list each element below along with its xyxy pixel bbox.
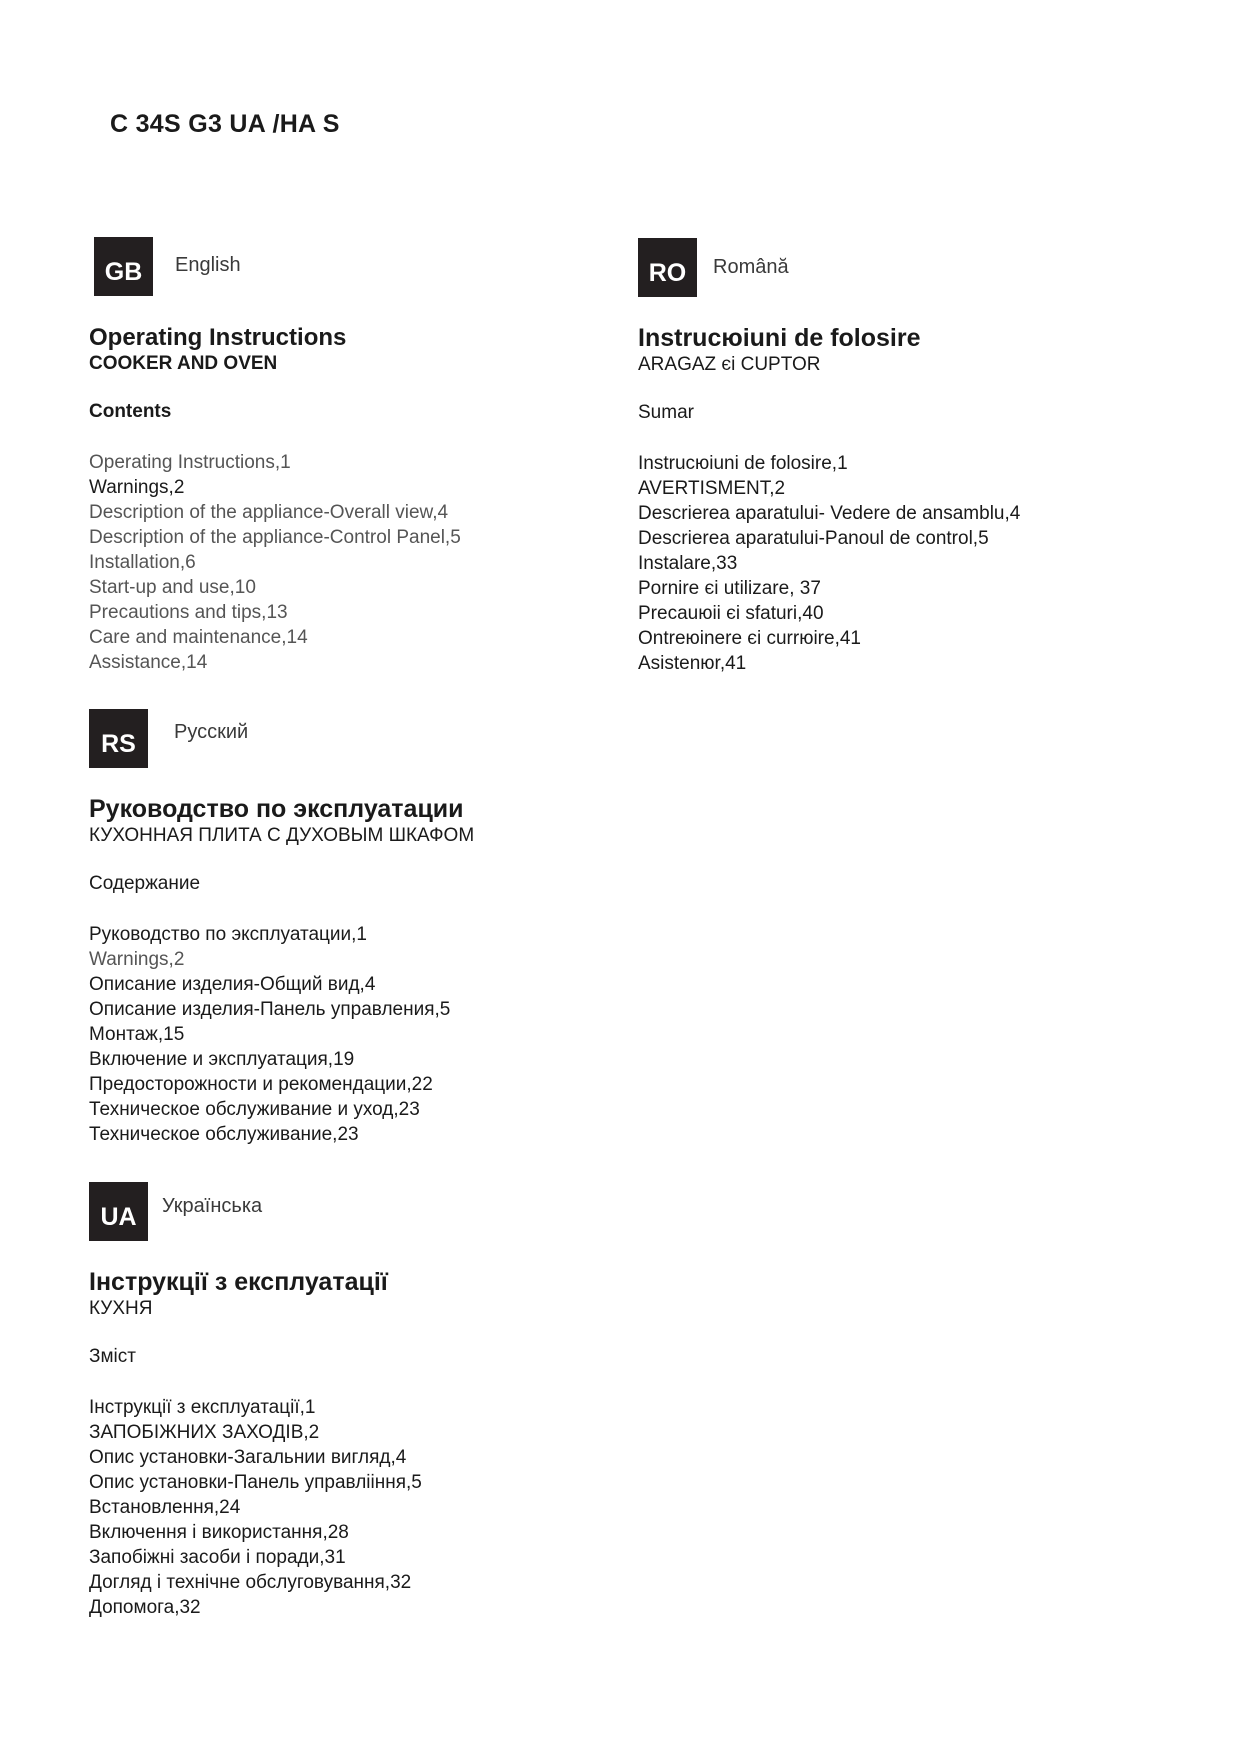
toc-item: Start-up and use,10 — [89, 577, 256, 598]
toc-item: Warnings,2 — [89, 477, 185, 498]
toc-item: Монтаж,15 — [89, 1024, 185, 1045]
contents-heading: Contents — [89, 401, 172, 422]
language-name: English — [175, 254, 241, 276]
language-name: Українська — [162, 1195, 263, 1217]
table-of-contents — [89, 1395, 422, 1620]
toc-item: Pornire єi utilizare, 37 — [638, 578, 821, 599]
toc-item: Руководство по эксплуатации,1 — [89, 924, 367, 945]
section-ukrainian — [89, 1182, 422, 1620]
manual-title: Руководство по эксплуатации — [89, 795, 464, 823]
toc-item: AVERTISMENT,2 — [638, 478, 786, 499]
toc-item: Встановлення,24 — [89, 1497, 241, 1518]
toc-item: Включення і використання,28 — [89, 1522, 349, 1543]
toc-item: Precautions and tips,13 — [89, 602, 288, 623]
toc-item: ЗАПОБІЖНИХ ЗАХОДІВ,2 — [89, 1422, 320, 1443]
model-title: C 34S G3 UA /HA S — [110, 110, 340, 138]
manual-subtitle: COOKER AND OVEN — [89, 353, 278, 374]
toc-item: Техническое обслуживание и уход,23 — [89, 1099, 420, 1120]
language-header — [638, 238, 1020, 300]
language-header — [89, 237, 461, 299]
contents-heading: Содержание — [89, 873, 201, 894]
toc-item: Догляд і технічне обслуговування,32 — [89, 1572, 412, 1593]
toc-item: Техническое обслуживание,23 — [89, 1124, 359, 1145]
manual-subtitle: КУХОННАЯ ПЛИТА С ДУХОВЫМ ШКАФОМ — [89, 825, 475, 846]
toc-item: Precauюii єi sfaturi,40 — [638, 603, 824, 624]
section-romanian — [638, 238, 1020, 676]
toc-item: Description of the appliance-Overall view,4 — [89, 502, 449, 523]
contents-heading: Sumar — [638, 402, 694, 423]
table-of-contents — [89, 450, 461, 675]
toc-item: Допомога,32 — [89, 1597, 201, 1618]
toc-item: Опис установки-Загальнии вигляд,4 — [89, 1447, 407, 1468]
manual-title: Instrucюiuni de folosire — [638, 324, 921, 352]
contents-heading: Зміст — [89, 1346, 136, 1367]
toc-item: Instrucюiuni de folosire,1 — [638, 453, 848, 474]
toc-item: Operating Instructions,1 — [89, 452, 291, 473]
table-of-contents — [89, 922, 474, 1147]
toc-item: Описание изделия-Общий вид,4 — [89, 974, 376, 995]
toc-item: Запобіжні засоби і поради,31 — [89, 1547, 346, 1568]
language-code-badge: UA — [89, 1182, 148, 1241]
toc-item: Instalare,33 — [638, 553, 738, 574]
toc-item: Installation,6 — [89, 552, 196, 573]
manual-subtitle: КУХНЯ — [89, 1298, 153, 1319]
toc-item: Описание изделия-Панель управления,5 — [89, 999, 451, 1020]
section-english — [89, 237, 461, 675]
toc-item: Description of the appliance-Control Panel,5 — [89, 527, 461, 548]
toc-item: Warnings,2 — [89, 949, 185, 970]
toc-item: Включение и эксплуатация,19 — [89, 1049, 355, 1070]
toc-item: Інструкції з експлуатації,1 — [89, 1397, 316, 1418]
section-russian — [89, 709, 474, 1147]
language-header — [89, 709, 474, 771]
toc-item: Asistenюr,41 — [638, 653, 747, 674]
language-code-badge: GB — [94, 237, 153, 296]
toc-item: Assistance,14 — [89, 652, 208, 673]
manual-subtitle: ARAGAZ єi CUPTOR — [638, 354, 821, 375]
table-of-contents — [638, 451, 1020, 676]
language-code-badge: RO — [638, 238, 697, 297]
manual-title: Operating Instructions — [89, 324, 347, 351]
language-name: Română — [713, 256, 789, 278]
toc-item: Опис установки-Панель управлііння,5 — [89, 1472, 422, 1493]
language-name: Русский — [174, 721, 249, 743]
toc-item: Descrierea aparatului-Panoul de control,5 — [638, 528, 989, 549]
manual-title: Інструкції з експлуатації — [89, 1268, 388, 1296]
toc-item: Care and maintenance,14 — [89, 627, 308, 648]
toc-item: Descrierea aparatului- Vedere de ansamblu,4 — [638, 503, 1021, 524]
language-header — [89, 1182, 422, 1244]
toc-item: Предосторожности и рекомендации,22 — [89, 1074, 433, 1095]
language-code-badge: RS — [89, 709, 148, 768]
toc-item: Ontreюinere єi currюire,41 — [638, 628, 861, 649]
